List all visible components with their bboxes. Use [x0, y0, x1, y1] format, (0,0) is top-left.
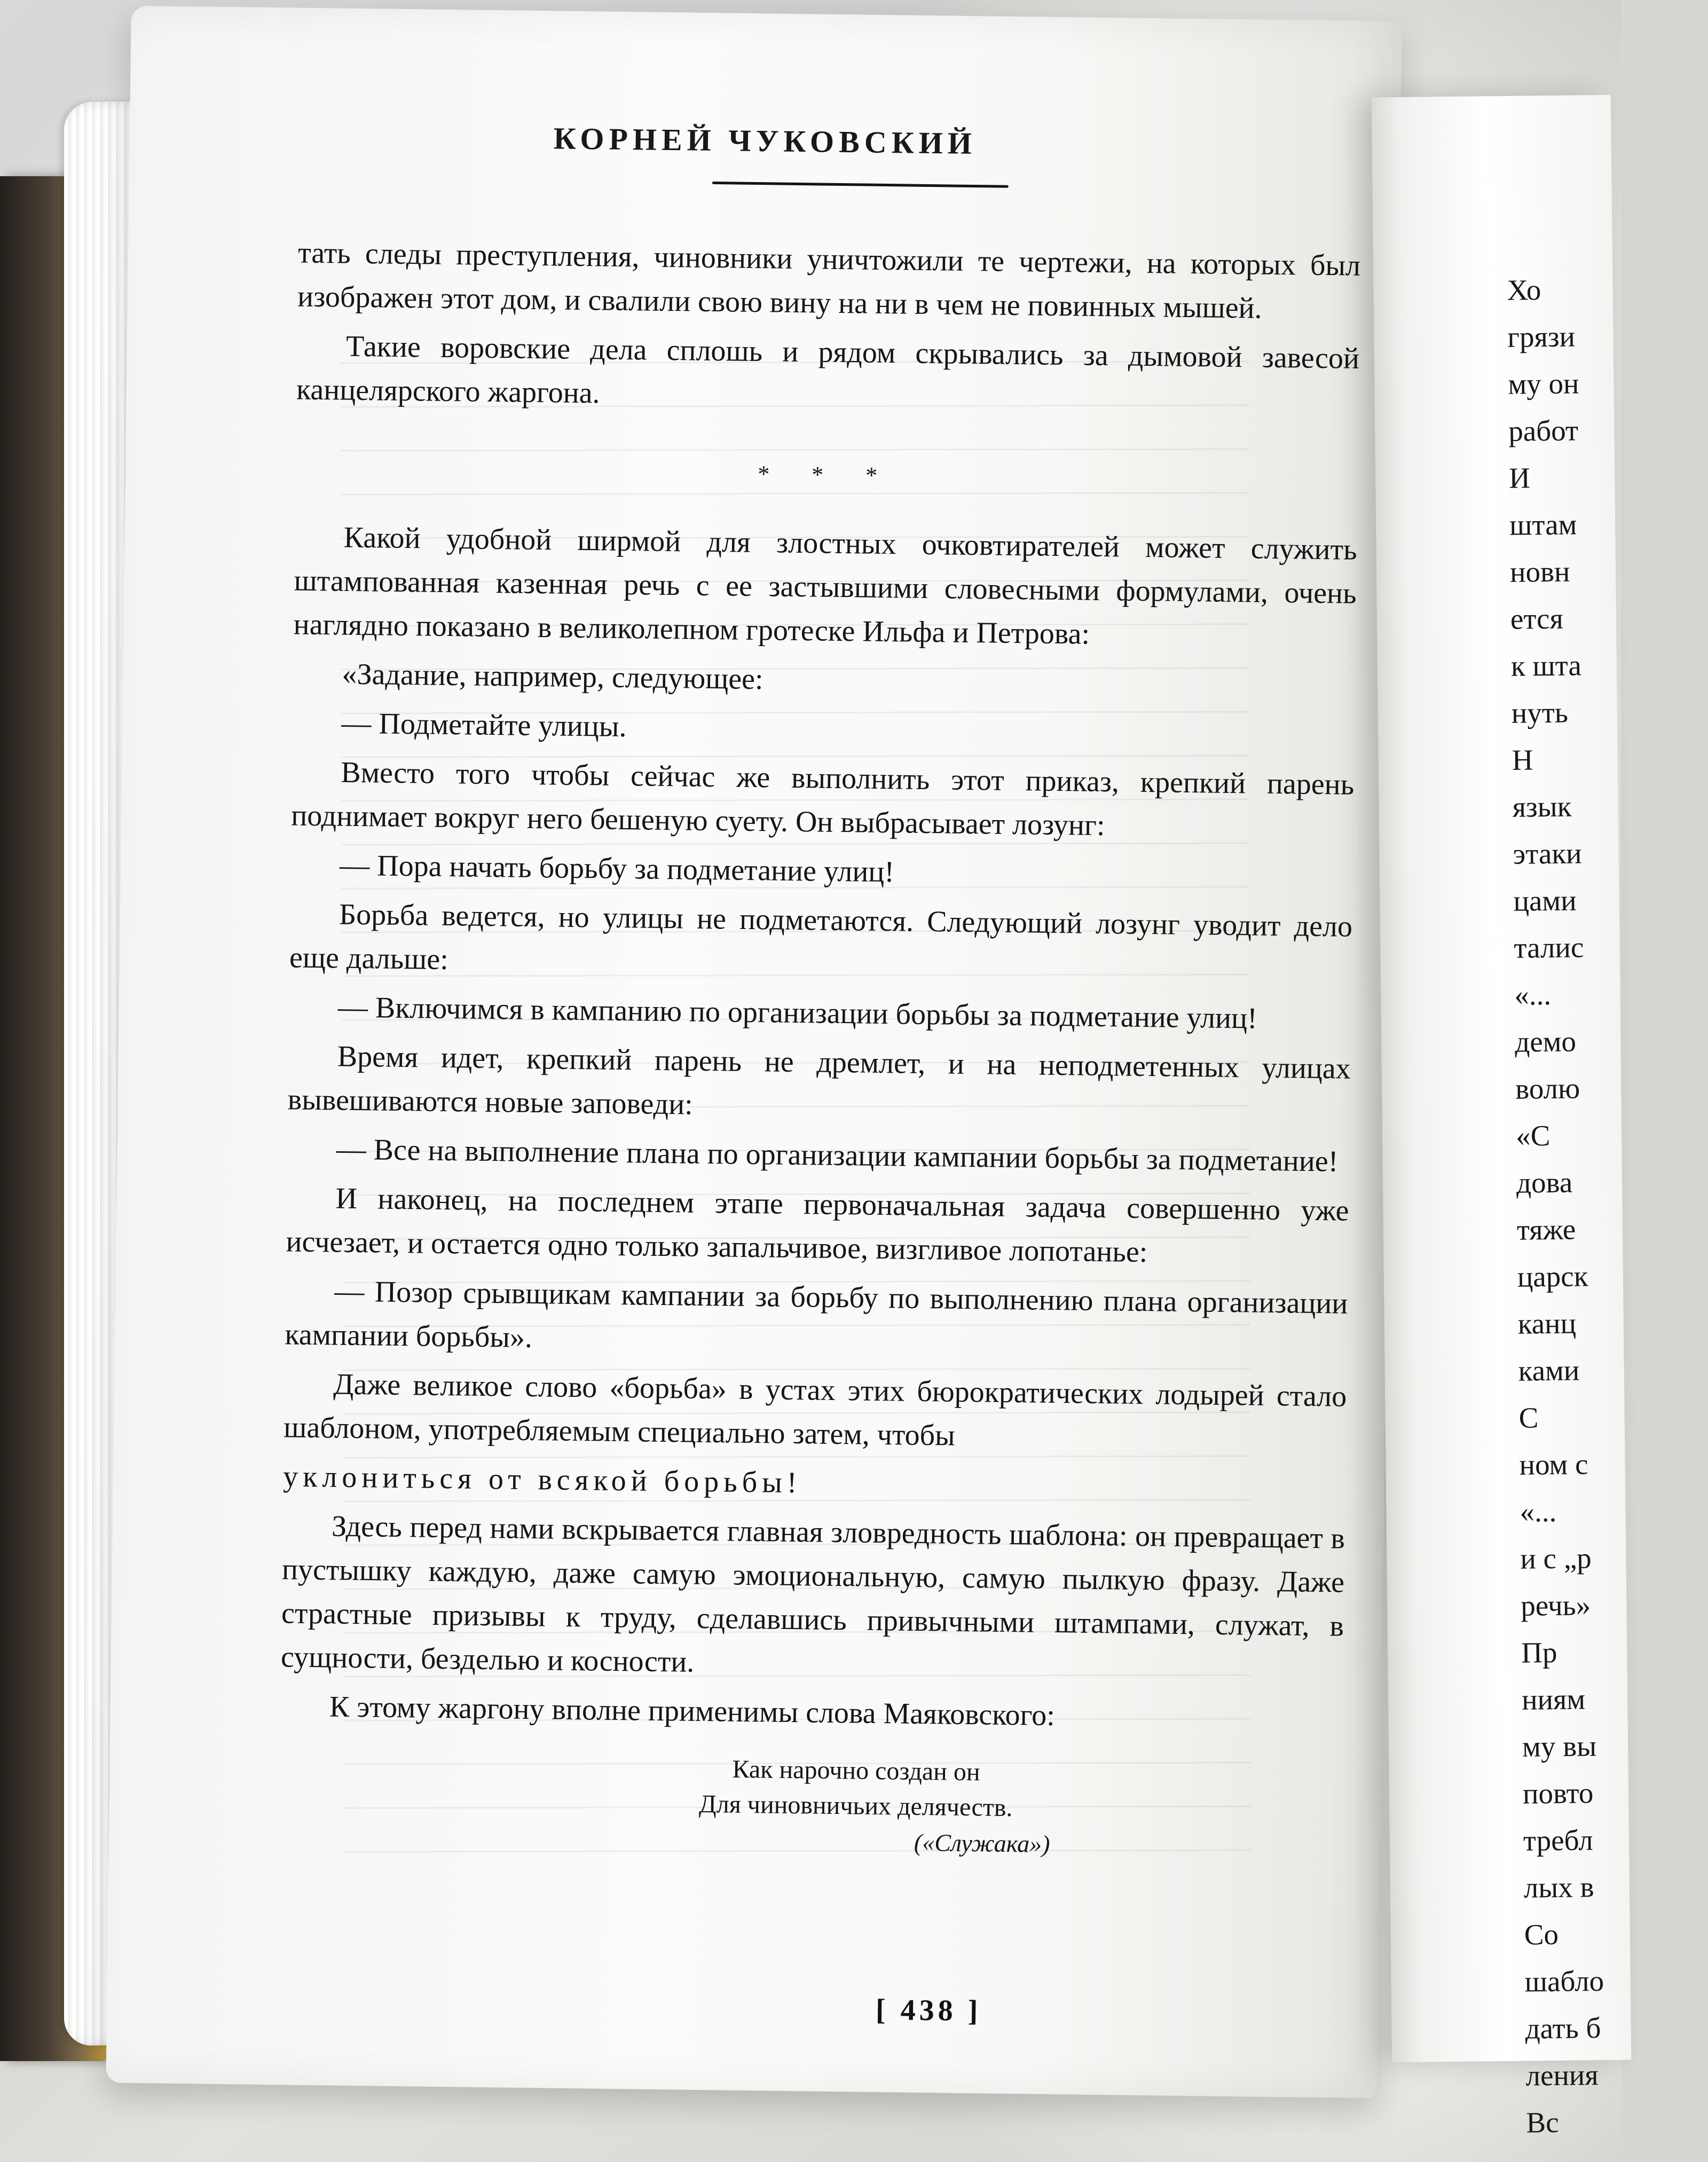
right-page-fragment: нуть: [1511, 696, 1569, 729]
poem-line: Как нарочно создан он: [732, 1755, 980, 1787]
right-page-fragment: ется: [1510, 602, 1564, 635]
right-page-fragment: волю: [1515, 1072, 1580, 1105]
right-page-fragment: грязи: [1507, 320, 1576, 353]
right-page-fragment: Н: [1512, 743, 1533, 776]
paragraph-quote-intro: Какой удобной ширмой для злостных очковтирателей может служить штампованная казенная речь с ее застывшими словесными формулами, очень наглядно показано в великолепном гротеске Ильфа и Петрова:: [293, 521, 1357, 651]
right-page-fragment: И: [1508, 461, 1531, 494]
right-page-fragment: тяже: [1516, 1213, 1576, 1246]
paragraph-template-harm: Здесь перед нами вскрывается главная зловредность шаблона: он превращает в пустышку каждую, даже самую эмоциональную, самую пылкую фразу. Даже страстные призывы к труду, сделавшись привычными штампами, служат, в сущности, безделью и косности.: [280, 1510, 1345, 1679]
paragraph-struggle-word: Даже великое слово «борьба» в устах этих бюрократических лодырей стало шаблоном, употребляемым специально затем, чтобы: [283, 1367, 1347, 1452]
right-page-fragment: требл: [1523, 1823, 1593, 1857]
right-page-fragment: лых в: [1523, 1870, 1594, 1904]
right-page-fragment: «...: [1520, 1495, 1557, 1528]
right-book-page-fragment: [1372, 95, 1632, 2139]
quote-paragraph: И наконец, на последнем этапе первоначальная задача совершенно уже исчезает, и остается одно только запальчивое, визгливое лопотанье:: [286, 1182, 1349, 1269]
page-number: [ 438 ]: [875, 1993, 982, 2028]
right-page-fragment: ками: [1518, 1354, 1580, 1387]
right-page-fragment: новн: [1509, 555, 1570, 588]
right-page-fragment: шабло: [1524, 1964, 1604, 1998]
right-page-fragment: речь»: [1521, 1589, 1591, 1622]
paragraph-mayakovsky-intro: К этому жаргону вполне применимы слова Маяковского:: [329, 1690, 1056, 1733]
right-page-fragment: язык: [1512, 790, 1572, 823]
right-page-fragment: и с „р: [1520, 1542, 1592, 1575]
quote-slogan: — Включимся в кампанию по организации борьбы за подметание улиц!: [337, 990, 1258, 1035]
paragraph-jargon: Такие воровские дела сплошь и рядом скрывались за дымовой завесой канцелярского жаргона.: [296, 329, 1360, 410]
right-page-fragment: Вс: [1526, 2105, 1559, 2139]
right-page-fragment: ниям: [1521, 1683, 1586, 1716]
right-page-fragment: «...: [1514, 978, 1552, 1011]
right-page-fragment: ном с: [1519, 1448, 1588, 1481]
section-separator: * * *: [757, 461, 896, 489]
spaced-emphasis-line: уклониться от всякой борьбы!: [282, 1460, 802, 1500]
left-book-page: [106, 6, 1402, 2098]
right-page-fragment: работ: [1508, 414, 1579, 447]
quote-slogan: — Позор срывщикам кампании за борьбу по выполнению плана организации кампании борьбы».: [285, 1275, 1348, 1355]
right-page-text-fragments: [1507, 265, 1708, 2146]
right-page-fragment: цами: [1513, 884, 1577, 917]
running-head-rule: [712, 182, 1009, 188]
right-page-fragment: Хо: [1507, 273, 1541, 306]
right-page-fragment: му вы: [1522, 1729, 1597, 1763]
quote-slogan: — Пора начать борьбу за подметание улиц!: [339, 848, 895, 889]
right-page-fragment: канц: [1517, 1307, 1577, 1340]
right-page-fragment: «С: [1515, 1119, 1550, 1152]
main-text-block: [279, 231, 1361, 1865]
right-page-fragment: дова: [1516, 1166, 1573, 1199]
right-page-fragment: Со: [1524, 1917, 1559, 1951]
right-page-fragment: С: [1518, 1401, 1539, 1434]
quote-paragraph: Борьба ведется, но улицы не подметаются. Следующий лозунг уводит дело еще дальше:: [289, 898, 1353, 977]
right-page-fragment: талис: [1514, 931, 1584, 964]
right-page-fragment: демо: [1514, 1025, 1577, 1058]
right-page-fragment: Пр: [1521, 1636, 1557, 1669]
right-page-fragment: к шта: [1510, 649, 1582, 682]
quote-command: — Подметайте улицы.: [341, 706, 627, 744]
right-page-fragment: этаки: [1513, 837, 1582, 870]
right-page-fragment: царск: [1517, 1260, 1588, 1293]
poem-source: («Служака»): [914, 1828, 1050, 1858]
poem-line: Для чиновничьих делячеств.: [698, 1789, 1013, 1822]
right-page-fragment: повто: [1522, 1776, 1594, 1810]
quote-paragraph: Время идет, крепкий парень не дремлет, и на неподметенных улицах вывешиваются новые заповеди:: [287, 1040, 1351, 1121]
quote-slogan: — Все на выполнение плана по организации кампании борьбы за подметание!: [336, 1133, 1339, 1178]
right-page-fragment: штам: [1509, 508, 1577, 541]
paragraph-opening: тать следы преступления, чиновники уничтожили те чертежи, на которых был изображен этот дом, и свалили свою вину на ни в чем не повинных мышей.: [297, 236, 1361, 325]
right-page-fragment: ления: [1525, 2058, 1599, 2092]
right-page-fragment: дать б: [1525, 2011, 1601, 2045]
quote-task: «Задание, например, следующее:: [342, 657, 764, 696]
running-head: КОРНЕЙ ЧУКОВСКИЙ: [553, 121, 977, 161]
right-page-fragment: му он: [1508, 367, 1579, 400]
quote-paragraph: Вместо того чтобы сейчас же выполнить этот приказ, крепкий парень поднимает вокруг него бешеную суету. Он выбрасывает лозунг:: [290, 756, 1355, 843]
poem-quote: [663, 1751, 1049, 1826]
